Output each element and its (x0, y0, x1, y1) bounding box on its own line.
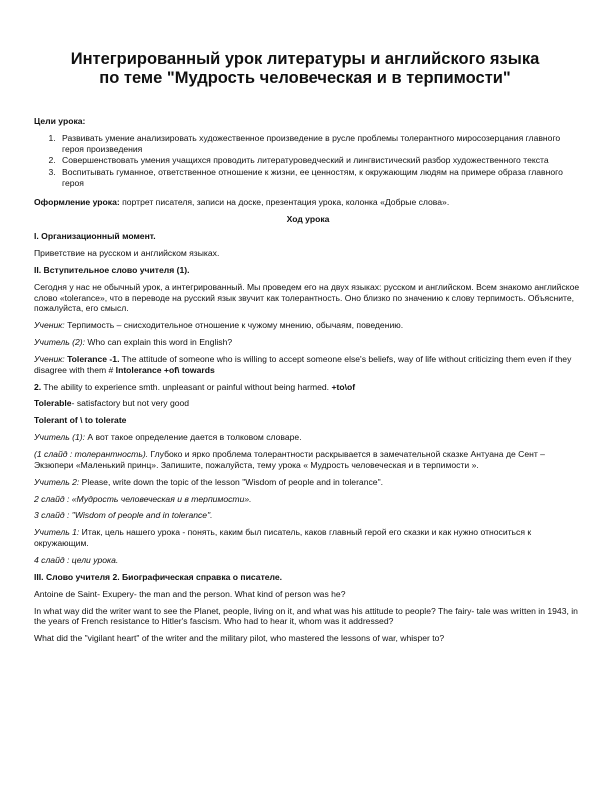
section1-heading: I. Организационный момент. (34, 231, 156, 242)
section2-intro: Сегодня у нас не обычный урок, а интегрированный. Мы проведем его на двух языках: русском и английском. Всем знакомо английское слово «tolerance», что в переводе на русский язык звучит как толерантность. Оно близко по значению к слову терпимость. Объясните, пожалуйста, его смысл. (34, 281, 580, 314)
student-answer-1 (34, 320, 582, 331)
goal-item: 2. Совершенствовать умения учащихся проводить литературоведческий и лингвистический разбор художественного текста (58, 155, 582, 166)
teacher-question-2 (34, 337, 582, 348)
section3-paragraph: What did the "vigilant heart" of the writer and the military pilot, who mastered the lessons of war, whisper to? (34, 633, 445, 644)
goal-item: 1. Развивать умение анализировать художественное произведение в русле проблемы толерантного миросозерцания главного героя произведения (58, 133, 582, 154)
design-label: Оформление урока: (34, 197, 120, 208)
goals-heading: Цели урока: (34, 116, 86, 126)
tolerance-term: Tolerance -1. (64, 353, 120, 364)
teacher2-instruction (34, 477, 582, 488)
design-paragraph (34, 197, 582, 208)
design-text: портрет писателя, записи на доске, презентация урока, колонка «Добрые слова». (119, 197, 450, 208)
slide4-line: 4 слайд : цели урока. (34, 554, 119, 565)
tolerable-text: - satisfactory but not very good (71, 398, 190, 409)
teacher-label: Учитель (1): (34, 432, 86, 443)
definition-text: The ability to experience smth. unpleasant or painful without being harmed. (41, 381, 330, 392)
section3-heading: III. Слово учителя 2. Биографическая справка о писателе. (34, 571, 283, 582)
student-label: Ученик: (34, 353, 65, 364)
teacher1-goal (34, 527, 582, 548)
section2-heading: II. Вступительное слово учителя (1). (34, 264, 190, 275)
teacher-text: Who can explain this word in English? (85, 337, 233, 348)
section3-paragraph: Antoine de Saint- Exupery- the man and the person. What kind of person was he? (34, 588, 346, 599)
section3-paragraph: In what way did the writer want to see the Planet, people, living on it, and what was his attitude to people? The fairy- tale was written in 1943, in the years of French resistance to Hitler's fascism. Who had to hear it, whom was it addressed? (34, 605, 578, 627)
teacher-label: Учитель (2): (34, 337, 86, 348)
teacher-label: Учитель 1: (34, 527, 80, 538)
goal-item: 3. Воспитывать гуманное, ответственное отношение к жизни, ее ценностям, к окружающим людям на примере образа главного героя (58, 167, 582, 188)
teacher-label: Учитель 2: (34, 476, 80, 487)
slide1-paragraph (34, 449, 582, 470)
student-answer-2 (34, 354, 582, 375)
teacher-text: А вот такое определение дается в толковом словаре. (85, 432, 302, 443)
teacher1-remark (34, 432, 582, 443)
teacher-text: Итак, цель нашего урока - понять, каким был писатель, каков главный герой его сказки и как нужно относиться к окружающим. (34, 527, 532, 549)
slide1-text: Глубоко и ярко проблема толерантности раскрывается в замечательной сказке Антуана де Сент – Экзюпери «Маленький принц». Запишите, пожалуйста, тему урока « Мудрость человеческая и в терпимости ». (34, 449, 545, 470)
slide1-label: (1 слайд : толерантность). (34, 449, 149, 460)
student-text: Терпимость – снисходительное отношение к чужому мнению, обычаям, поведению. (64, 320, 404, 331)
definition-number: 2. (34, 381, 42, 392)
document-body (34, 116, 582, 650)
slide2-line: 2 слайд : «Мудрость человеческая и в терпимости». (34, 493, 252, 504)
document-title: Интегрированный урок литературы и английского языка по теме "Мудрость человеческая и в терпимости" (70, 50, 540, 87)
slide3-line: 3 слайд : "Wisdom of people and in tolerance". (34, 510, 213, 521)
definition-2 (34, 382, 582, 393)
teacher-text: Please, write down the topic of the lesson "Wisdom of people and in tolerance". (79, 476, 384, 487)
tolerance-definition: The attitude of someone who is willing to accept someone else's beliefs, way of life without criticizing them even if they disagree with them # (34, 353, 572, 375)
goals-list (34, 133, 582, 189)
tolerable-line (34, 398, 582, 409)
student-label: Ученик: (34, 320, 65, 331)
course-heading: Ход урока (286, 214, 330, 225)
tolerable-term: Tolerable (34, 398, 72, 409)
section1-text: Приветствие на русском и английском языках. (34, 248, 220, 259)
tolerant-line: Tolerant of \ to tolerate (34, 415, 127, 426)
intolerance-term: Intolerance +of\ towards (113, 364, 215, 375)
definition-prepositions: +to\of (329, 381, 356, 392)
